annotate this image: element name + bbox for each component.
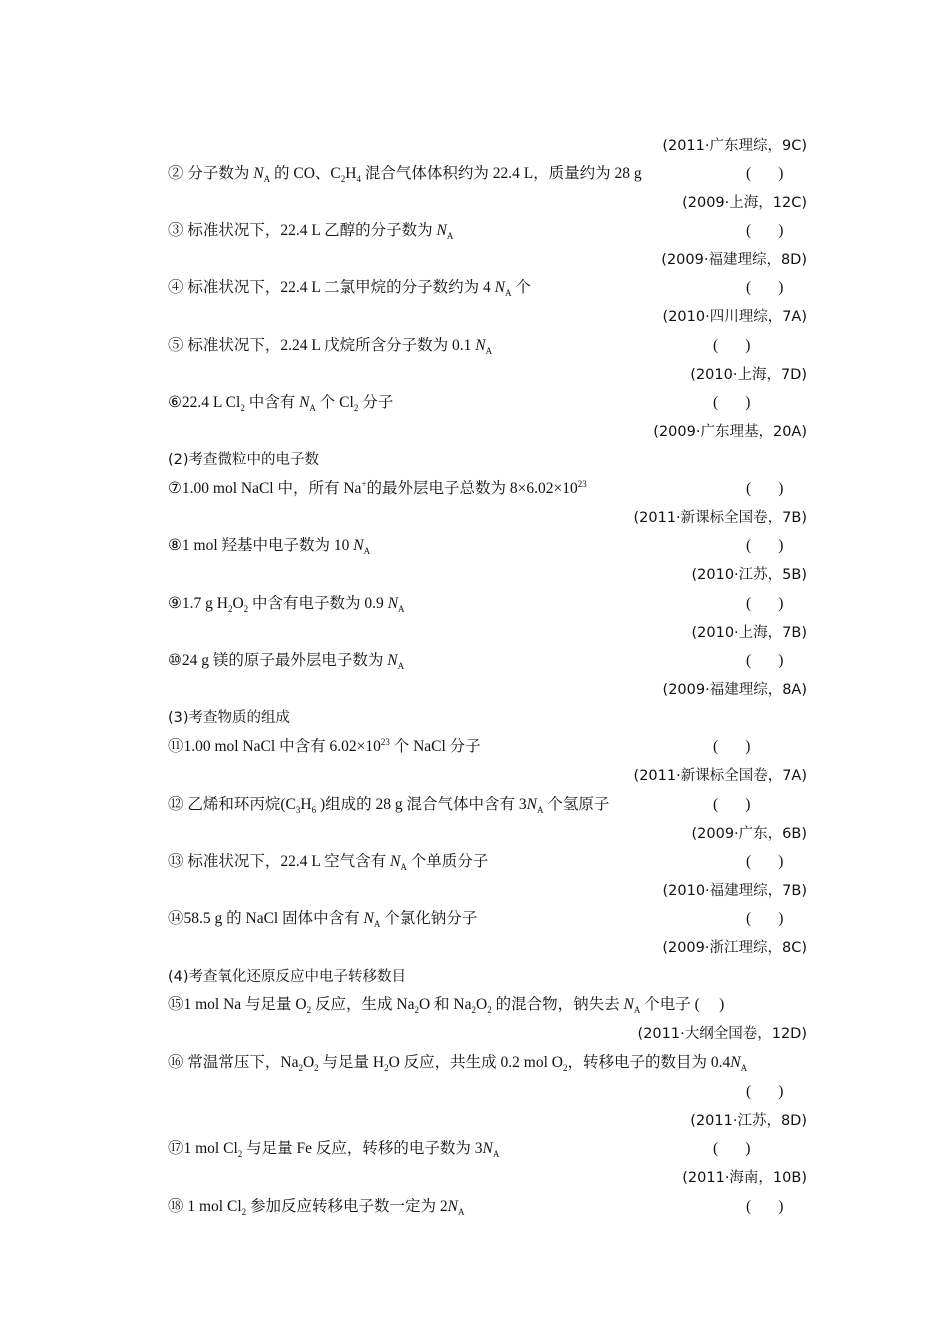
answer-blank: ( ) <box>746 537 784 554</box>
source-citation-row <box>0 248 950 272</box>
source-citation: (2010·上海，7B) <box>691 625 807 641</box>
question-row <box>0 1137 950 1161</box>
answer-blank: ( ) <box>746 480 784 497</box>
question-text: ⑰1 mol $Cl_2$ 与足量 Fe 反应，转移的电子数为 $3N_A$ <box>168 1140 500 1160</box>
source-citation: (2009·广东，6B) <box>691 826 807 842</box>
question-row <box>0 993 950 1017</box>
question-text: ⑨1.7 g $H_2O_2$ 中含有电子数为 0.9 $N_A$ <box>168 595 405 615</box>
source-citation: (2009·浙江理综，8C) <box>662 940 807 956</box>
question-row <box>0 1051 950 1075</box>
answer-blank: ( ) <box>746 1083 784 1100</box>
question-row <box>0 649 950 673</box>
question-row <box>0 907 950 931</box>
answer-blank: ( ) <box>746 595 784 612</box>
section-heading-row <box>0 448 950 472</box>
answer-blank: ( ) <box>746 853 784 870</box>
question-text: ⑬ 标准状况下，22.4 L 空气含有 $N_A$ 个单质分子 <box>168 853 489 873</box>
source-citation-row <box>0 191 950 215</box>
source-citation-row <box>0 1166 950 1190</box>
source-citation: (2010·上海，7D) <box>690 367 807 383</box>
question-row <box>0 1080 950 1104</box>
source-citation: (2010·江苏，5B) <box>691 567 807 583</box>
answer-blank: ( ) <box>746 222 784 239</box>
question-row <box>0 735 950 759</box>
answer-blank: ( ) <box>746 1198 784 1215</box>
answer-blank: ( ) <box>713 738 751 755</box>
source-citation-row <box>0 363 950 387</box>
question-text: ④ 标准状况下，22.4 L 二氯甲烷的分子数约为 4 $N_A$ 个 <box>168 279 531 299</box>
question-text: ⑱ 1 mol $Cl_2$ 参加反应转移电子数一定为 $2N_A$ <box>168 1198 465 1218</box>
source-citation-row <box>0 305 950 329</box>
question-row <box>0 592 950 616</box>
source-citation: (2011·新课标全国卷，7A) <box>633 768 807 784</box>
answer-blank: ( ) <box>746 910 784 927</box>
source-citation-row <box>0 822 950 846</box>
source-citation: (2011·新课标全国卷，7B) <box>633 510 807 526</box>
source-citation: (2010·四川理综，7A) <box>662 309 807 325</box>
question-row <box>0 534 950 558</box>
source-citation: (2011·海南，10B) <box>682 1170 807 1186</box>
source-citation-row <box>0 621 950 645</box>
question-text: ⑧1 mol 羟基中电子数为 10 $N_A$ <box>168 537 371 557</box>
source-citation-row <box>0 678 950 702</box>
source-citation: (2009·广东理基，20A) <box>653 424 807 440</box>
question-row <box>0 162 950 186</box>
question-row <box>0 391 950 415</box>
question-row <box>0 276 950 300</box>
question-text: ⑫ 乙烯和环丙烷($C_3H_6$ )组成的 28 g 混合气体中含有 $3N_A$ 个氢原子 <box>168 796 610 816</box>
answer-blank: ( ) <box>746 165 784 182</box>
question-text: ⑮1 mol Na 与足量 $O_2$ 反应，生成 $Na_2O$ 和 $Na_2O_2$ 的混合物，钠失去 $N_A$ 个电子 ( ) <box>168 996 725 1016</box>
source-citation: (2009·福建理综，8A) <box>662 682 807 698</box>
question-row <box>0 1195 950 1219</box>
source-citation: (2009·上海，12C) <box>682 195 807 211</box>
section-heading: (3)考查物质的组成 <box>168 710 291 726</box>
source-citation: (2011·大纲全国卷，12D) <box>637 1026 807 1042</box>
section-heading: (4)考查氧化还原反应中电子转移数目 <box>168 969 407 985</box>
question-text: ⑤ 标准状况下，2.24 L 戊烷所含分子数为 0.1 $N_A$ <box>168 337 493 357</box>
source-citation: (2010·福建理综，7B) <box>662 883 807 899</box>
question-row <box>0 793 950 817</box>
question-text: ⑦1.00 mol NaCl 中，所有 Na+的最外层电子总数为 $8\times 6.02\times 10^{23}$ <box>168 478 587 497</box>
question-row <box>0 334 950 358</box>
question-row <box>0 850 950 874</box>
source-citation-row <box>0 506 950 530</box>
answer-blank: ( ) <box>746 279 784 296</box>
answer-blank: ( ) <box>713 1140 751 1157</box>
source-citation-row <box>0 1109 950 1133</box>
answer-blank: ( ) <box>713 337 751 354</box>
source-citation-row <box>0 563 950 587</box>
section-heading: (2)考查微粒中的电子数 <box>168 452 320 468</box>
section-heading-row <box>0 965 950 989</box>
source-citation-row <box>0 134 950 158</box>
question-text: ⑥22.4 L $Cl_2$ 中含有 $N_A$ 个 $Cl_2$ 分子 <box>168 394 394 414</box>
source-citation-row <box>0 936 950 960</box>
source-citation-row <box>0 764 950 788</box>
question-text: ⑯ 常温常压下，$Na_2O_2$ 与足量 $H_2O$ 反应，共生成 0.2 mol $O_2$，转移电子的数目为 $0.4N_A$ <box>168 1054 748 1074</box>
source-citation-row <box>0 1022 950 1046</box>
answer-blank: ( ) <box>746 652 784 669</box>
question-row <box>0 219 950 243</box>
question-row <box>0 477 950 501</box>
source-citation: (2011·广东理综，9C) <box>662 138 807 154</box>
answer-blank: ( ) <box>713 394 751 411</box>
source-citation: (2011·江苏，8D) <box>690 1113 807 1129</box>
question-text: ③ 标准状况下，22.4 L 乙醇的分子数为 $N_A$ <box>168 222 454 242</box>
source-citation-row <box>0 420 950 444</box>
question-text: ⑩24 g 镁的原子最外层电子数为 $N_A$ <box>168 652 405 672</box>
question-text: ⑭58.5 g 的 NaCl 固体中含有 $N_A$ 个氯化钠分子 <box>168 910 478 930</box>
question-text: ② 分子数为 $N_A$ 的 CO、$C_2H_4$ 混合气体体积约为 22.4 L，质量约为 28 g <box>168 165 642 185</box>
source-citation-row <box>0 879 950 903</box>
answer-blank: ( ) <box>713 796 751 813</box>
question-text: ⑪1.00 mol NaCl 中含有 $6.02\times 10^{23}$ 个 NaCl 分子 <box>168 736 481 755</box>
section-heading-row <box>0 706 950 730</box>
source-citation: (2009·福建理综，8D) <box>661 252 807 268</box>
